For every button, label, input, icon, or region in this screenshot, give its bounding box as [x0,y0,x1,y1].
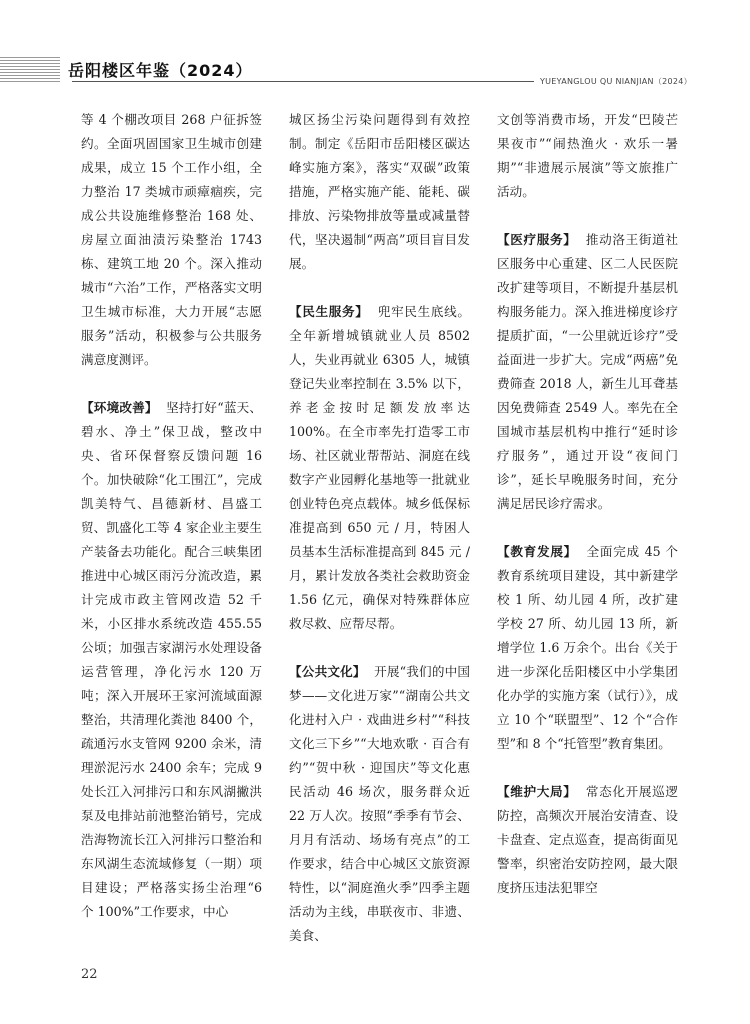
section-culture [289,660,470,948]
paragraph-shantytown-sanitation: 等 4 个棚改项目 268 户征拆签约。全面巩固国家卫生城市创建成果，成立 15 个工作小组，全力整治 17 类城市顽瘴痼疾，完成公共设施维修整治 168 处、房屋立面油渍污染整治 1743 栋、建筑工地 20 个。深入推动城市“六治”工作，严格落实文明卫生城市标准，大力开展“志愿服务”活动，积极参与公共服务满意度测评。 [81,112,262,367]
section-text-security: 常态化开展巡逻防控，高频次开展治安清查、设卡盘查、定点巡查，提高街面见警率，织密治安防控网，最大限度挤压违法犯罪空 [497,784,679,895]
section-medical [497,228,678,516]
section-text-medical: 推动洛王街道社区服务中心重建、区二人民医院改扩建等项目，不断提升基层机构服务能力。深入推进梯度诊疗提质扩面，“一公里就近诊疗”受益面进一步扩大。完成“两癌”免费筛查 2018 人，新生儿耳聋基因免费筛查 2549 人。率先在全国城市基层机构中推行“延时诊疗服务”，通过开设“夜间门诊”，延长早晚服务时间，充分满足居民诊疗需求。 [497,232,679,511]
text-column-3 [497,108,678,924]
section-title-livelihood: 【民生服务】 [289,304,369,319]
section-education [497,540,678,756]
section-text-culture: 开展“我们的中国梦——文化进万家”“湖南公共文化进村入户 · 戏曲进乡村”“科技文化三下乡”“大地欢歌 · 百合有约”“贺中秋 · 迎国庆”等文化惠民活动 46 场次，服务群众近 22 万人次。按照“季季有节会、月月有活动、场场有亮点”的工作要求，结合中心城区文旅资源特性，以“洞庭渔火季”四季主题活动为主线，串联夜市、非遗、美食、 [289,664,470,943]
yearbook-title: 岳阳楼区年鉴（2024） [68,61,253,80]
text-column-2 [289,108,470,972]
section-text-environment: 坚持打好“蓝天、碧水、净土”保卫战，整改中央、省环保督察反馈问题 16 个。加快破除“化工围江”，完成凯美特气、昌德新材、昌盛工贸、凯盛化工等 4 家企业主要生产装备去功能化。配合三峡集团推进中心城区雨污分流改造，累计完成市政主管网改造 52 千米，小区排水系统改造 455.55 公顷；加强吉家湖污水处理设备运营管理，净化污水 120 万吨；深入开展环王家河流域面源整治，共清理化粪池 8400 个，疏通污水支管网 9200 余米，清理淤泥污水 2400 余车；完成 9 处长江入河排污口和东风湖撇洪泵及电排站前池整治销号，完成浩海物流长江入河排污口整治和东风湖生态流域修复（一期）项目建设；严格落实扬尘治理“6 个 100%”工作要求，中心 [81,400,262,919]
paragraph-culture-continued: 文创等消费市场，开发“巴陵芒果夜市”“闹热渔火 · 欢乐一暑期”“非遗展示展演”等文旅推广活动。 [497,112,678,199]
section-environment [81,396,262,924]
section-text-livelihood: 兜牢民生底线。全年新增城镇就业人员 8502 人，失业再就业 6305 人，城镇登记失业率控制在 3.5% 以下，养老金按时足额发放率达 100%。在全市率先打造零工市场、社区就业帮帮站、洞庭在线数字产业园孵化基地等一批就业创业特色亮点载体。城乡低保标准提高到 650 元 / 月，特困人员基本生活标准提高到 845 元 / 月，累计发放各类社会救助资金 1.56 亿元，确保对特殊群体应救尽救、应帮尽帮。 [289,304,471,631]
section-title-culture: 【公共文化】 [289,664,366,679]
header-stripes-decoration [0,57,60,83]
paragraph-carbon-peak: 城区扬尘污染问题得到有效控制。制定《岳阳市岳阳楼区碳达峰实施方案》，落实“双碳”政策措施，严格实施产能、能耗、碳排放、污染物排放等量或减量替代，坚决遏制“两高”项目盲目发展。 [289,112,470,271]
section-security [497,780,678,900]
section-livelihood [289,300,470,636]
page-number: 22 [81,967,98,982]
section-title-environment: 【环境改善】 [81,400,158,415]
section-title-medical: 【医疗服务】 [497,232,577,247]
section-title-education: 【教育发展】 [497,544,578,559]
section-text-education: 全面完成 45 个教育系统项目建设，其中新建学校 1 所、幼儿园 4 所，改扩建学校 27 所、幼儿园 13 所，新增学位 1.6 万余个。出台《关于进一步深化岳阳楼区中小学集团化办学的实施方案（试行）》，成立 10 个“联盟型”、12 个“合作型”和 8 个“托管型”教育集团。 [497,544,678,751]
section-title-security: 【维护大局】 [497,784,577,799]
text-column-1 [81,108,262,948]
yearbook-subtitle: YUEYANGLOU QU NIANJIAN（2024） [534,76,692,87]
